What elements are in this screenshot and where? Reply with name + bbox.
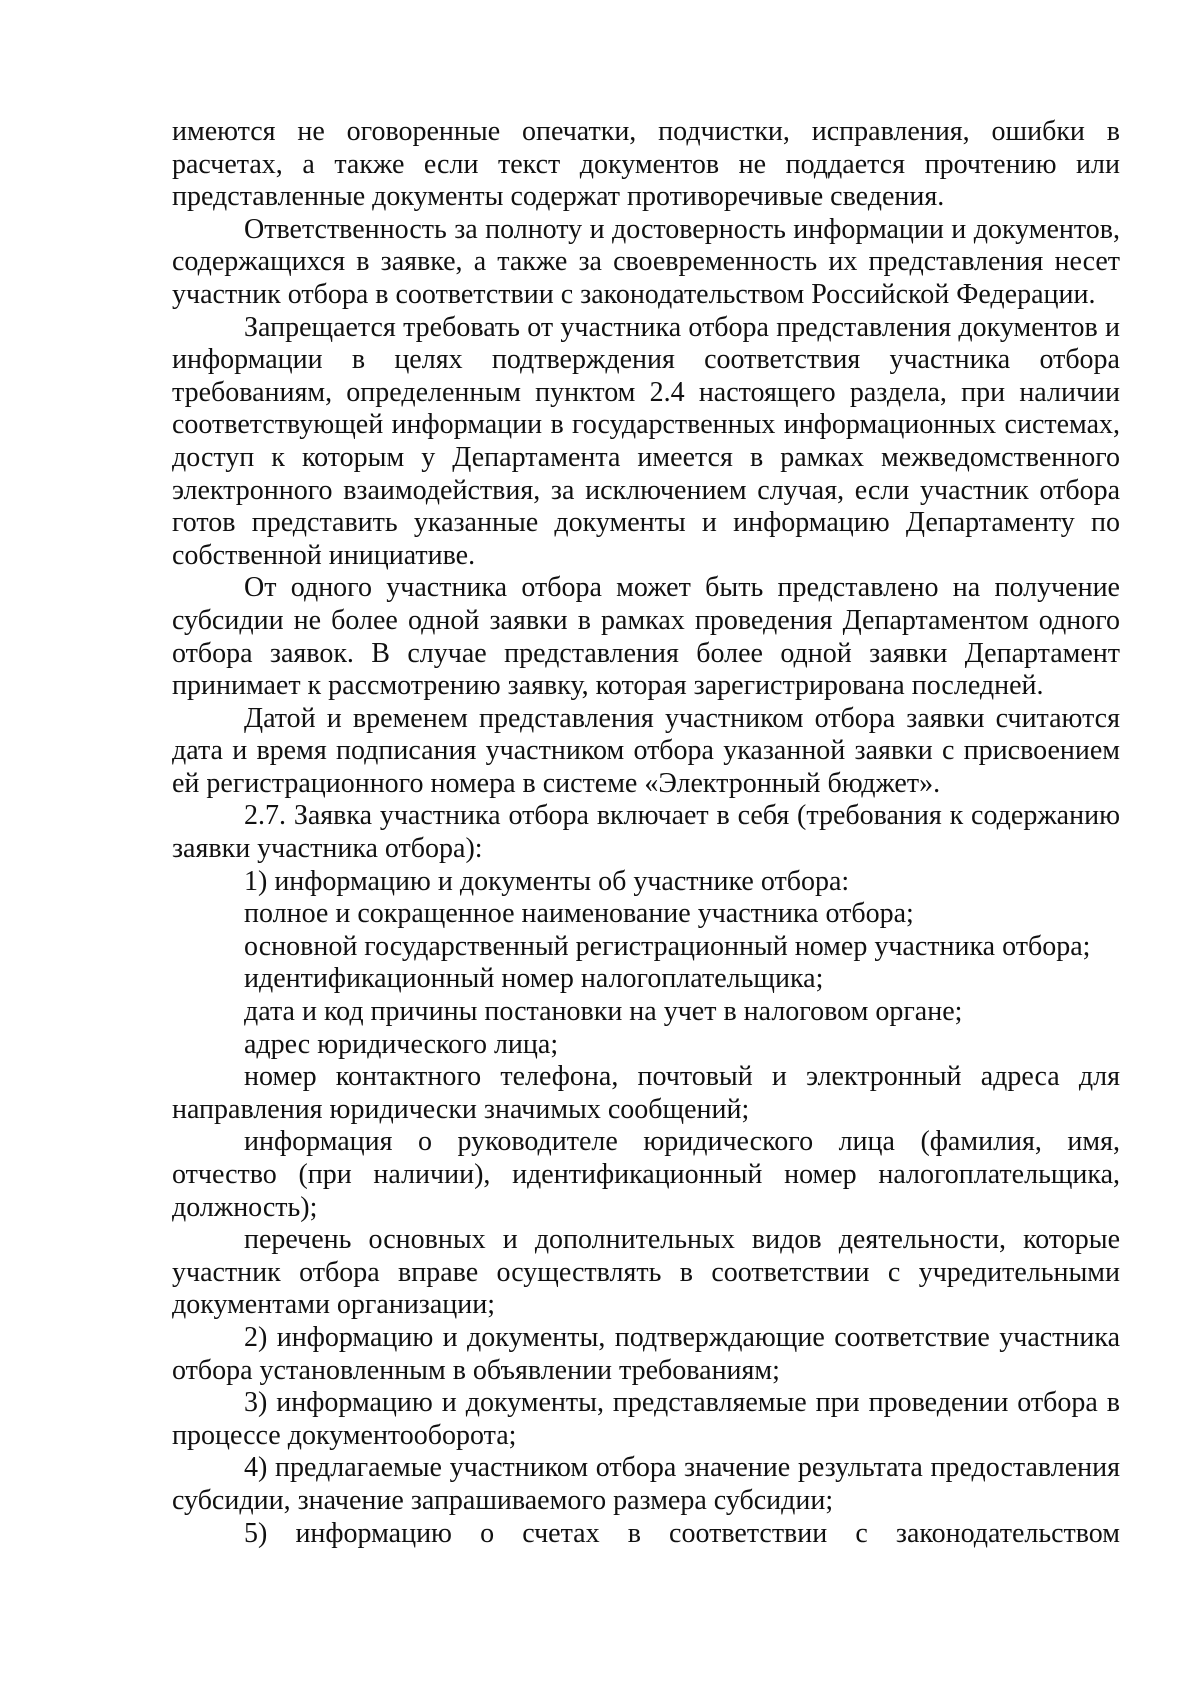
document-page xyxy=(172,116,1120,1550)
list-item: информация о руководителе юридического лица (фамилия, имя, отчество (при наличии), идентификационный номер налогоплательщика, должность); xyxy=(172,1126,1120,1223)
list-item: основной государственный регистрационный номер участника отбора; xyxy=(244,930,1091,962)
paragraph: Датой и временем представления участником отбора заявки считаются дата и время подписания участником отбора указанной заявки с присвоением ей регистрационного номера в системе «Электронный бюджет». xyxy=(172,702,1120,799)
list-item: 4) предлагаемые участником отбора значение результата предоставления субсидии, значение запрашиваемого размера субсидии; xyxy=(172,1452,1120,1516)
list-item: 5) информацию о счетах в соответствии с законодательством xyxy=(244,1517,1120,1549)
list-item: перечень основных и дополнительных видов деятельности, которые участник отбора вправе осуществлять в соответствии с учредительными документами организации; xyxy=(172,1224,1120,1321)
list-item: номер контактного телефона, почтовый и электронный адреса для направления юридически значимых сообщений; xyxy=(172,1061,1120,1125)
paragraph: Запрещается требовать от участника отбора представления документов и информации в целях подтверждения соответствия участника отбора требованиям, определенным пунктом 2.4 настоящего раздела, при наличии соответствующей информации в государственных информационных системах, доступ к которым у Департамента имеется в рамках межведомственного электронного взаимодействия, за исключением случая, если участник отбора готов представить указанные документы и информацию Департаменту по собственной инициативе. xyxy=(172,311,1120,571)
list-item: адрес юридического лица; xyxy=(244,1028,559,1060)
paragraph: 2.7. Заявка участника отбора включает в себя (требования к содержанию заявки участника отбора): xyxy=(172,800,1120,865)
paragraph: имеются не оговоренные опечатки, подчистки, исправления, ошибки в расчетах, а также если текст документов не поддается прочтению или представленные документы содержат противоречивые сведения. xyxy=(172,116,1120,213)
paragraph: От одного участника отбора может быть представлено на получение субсидии не более одной заявки в рамках проведения Департаментом одного отбора заявок. В случае представления более одной заявки Департамент принимает к рассмотрению заявку, которая зарегистрирована последней. xyxy=(172,572,1120,702)
list-item: идентификационный номер налогоплательщика; xyxy=(244,963,824,995)
list-item: 3) информацию и документы, представляемые при проведении отбора в процессе документооборота; xyxy=(172,1387,1120,1451)
paragraph: Ответственность за полноту и достоверность информации и документов, содержащихся в заявке, а также за своевременность их представления несет участник отбора в соответствии с законодательством Российской Федерации. xyxy=(172,213,1120,310)
list-item: 1) информацию и документы об участнике отбора: xyxy=(244,865,850,897)
list-item: 2) информацию и документы, подтверждающие соответствие участника отбора установленным в объявлении требованиям; xyxy=(172,1321,1120,1386)
list-item: полное и сокращенное наименование участника отбора; xyxy=(244,898,914,930)
list-item: дата и код причины постановки на учет в налоговом органе; xyxy=(244,996,963,1028)
